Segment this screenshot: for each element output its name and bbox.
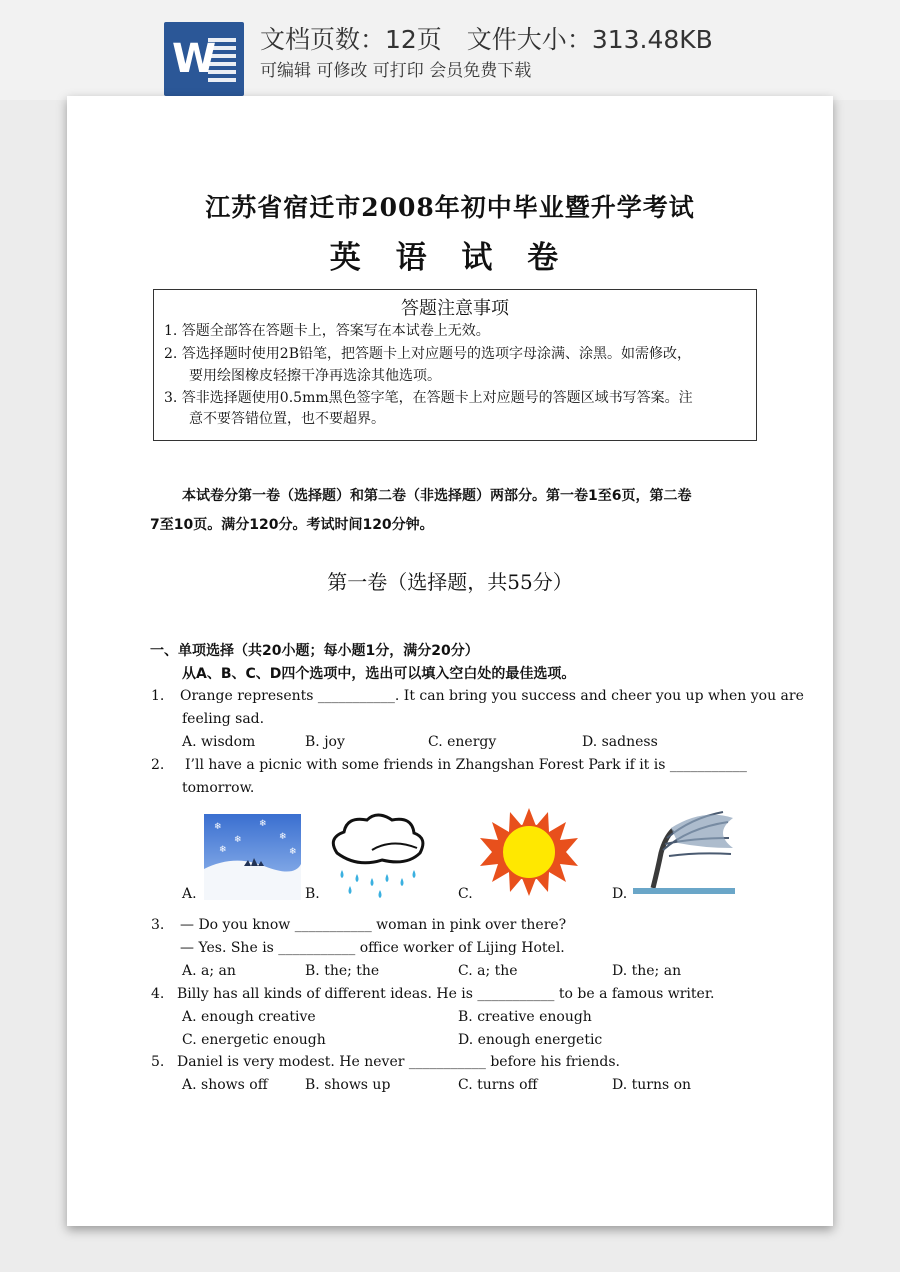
windy-tree-image bbox=[633, 808, 735, 900]
option-b: B. shows up bbox=[305, 1077, 391, 1093]
svg-text:❄: ❄ bbox=[219, 845, 227, 855]
option-a: A. enough creative bbox=[182, 1009, 316, 1025]
option-d: D. sadness bbox=[582, 734, 658, 750]
question-stem: feeling sad. bbox=[182, 711, 265, 727]
exam-title: 江苏省宿迁市2008年初中毕业暨升学考试 bbox=[205, 193, 695, 222]
download-banner bbox=[0, 0, 900, 100]
notice-item: 1. 答题全部答在答题卡上，答案写在本试卷上无效。 bbox=[164, 323, 490, 339]
option-d: D. turns on bbox=[612, 1077, 692, 1093]
sun-icon bbox=[478, 806, 580, 898]
option-c: C. energy bbox=[428, 734, 497, 750]
option-d: D. the; an bbox=[612, 963, 682, 979]
question-stem: tomorrow. bbox=[182, 780, 255, 796]
part-heading: 一、单项选择（共20小题；每小题1分，满分20分） bbox=[150, 643, 479, 659]
section-title: 第一卷（选择题，共55分） bbox=[327, 570, 573, 594]
word-icon-letter: W bbox=[172, 36, 217, 82]
question-stem: Billy has all kinds of different ideas. He is ___________ to be a famous writer. bbox=[177, 986, 715, 1002]
question-stem: — Do you know ___________ woman in pink over there? bbox=[180, 917, 567, 933]
option-b: B. joy bbox=[305, 734, 345, 750]
document-info-subtitle: 可编辑 可修改 可打印 会员免费下载 bbox=[260, 61, 532, 81]
part-instruction: 从A、B、C、D四个选项中，选出可以填入空白处的最佳选项。 bbox=[182, 666, 576, 682]
document-info-title: 文档页数：12页 文件大小：313.48KB bbox=[260, 25, 713, 54]
option-a: A. shows off bbox=[182, 1077, 268, 1093]
question-number: 3. bbox=[151, 917, 165, 933]
snow-scene-image bbox=[204, 814, 301, 900]
option-b: B. bbox=[305, 886, 320, 902]
question-number: 4. bbox=[151, 986, 165, 1002]
question-stem: Daniel is very modest. He never ___________ before his friends. bbox=[177, 1054, 620, 1070]
notice-item: 2. 答选择题时使用2B铅笔，把答题卡上对应题号的选项字母涂满、涂黑。如需修改， bbox=[164, 346, 692, 362]
question-number: 5. bbox=[151, 1054, 165, 1070]
question-stem: I’ll have a picnic with some friends in Zhangshan Forest Park if it is ___________ bbox=[185, 757, 747, 773]
notice-item: 3. 答非选择题使用0.5mm黑色签字笔，在答题卡上对应题号的答题区域书写答案。注 bbox=[164, 390, 693, 406]
svg-text:❄: ❄ bbox=[289, 847, 297, 857]
exam-subject-title: 英 语 试 卷 bbox=[329, 240, 571, 276]
option-a: A. a; an bbox=[182, 963, 236, 979]
notice-item: 意不要答错位置，也不要超界。 bbox=[189, 411, 385, 427]
notice-title: 答题注意事项 bbox=[401, 298, 509, 319]
word-document-icon bbox=[164, 22, 244, 96]
option-b: B. creative enough bbox=[458, 1009, 592, 1025]
svg-text:❄: ❄ bbox=[214, 822, 222, 832]
option-c: C. turns off bbox=[458, 1077, 538, 1093]
option-c: C. a; the bbox=[458, 963, 518, 979]
option-a: A. wisdom bbox=[182, 734, 256, 750]
question-stem: — Yes. She is ___________ office worker of Lijing Hotel. bbox=[180, 940, 565, 956]
option-d: D. enough energetic bbox=[458, 1032, 603, 1048]
question-number: 1. bbox=[151, 688, 165, 704]
option-a: A. bbox=[182, 886, 197, 902]
svg-text:❄: ❄ bbox=[259, 819, 267, 829]
question-stem: Orange represents ___________. It can bring you success and cheer you up when you are bbox=[180, 688, 804, 704]
question-number: 2. bbox=[151, 757, 165, 773]
intro-line: 本试卷分第一卷（选择题）和第二卷（非选择题）两部分。第一卷1至6页，第二卷 bbox=[182, 488, 692, 504]
option-c: C. bbox=[458, 886, 473, 902]
intro-line: 7至10页。满分120分。考试时间120分钟。 bbox=[150, 517, 434, 533]
svg-text:❄: ❄ bbox=[279, 832, 287, 842]
rain-cloud-icon bbox=[322, 808, 432, 898]
option-b: B. the; the bbox=[305, 963, 380, 979]
option-c: C. energetic enough bbox=[182, 1032, 326, 1048]
document-page bbox=[67, 96, 833, 1226]
notice-box bbox=[153, 289, 757, 441]
notice-item: 要用绘图橡皮轻擦干净再选涂其他选项。 bbox=[189, 368, 441, 384]
svg-text:❄: ❄ bbox=[234, 835, 242, 845]
option-d: D. bbox=[612, 886, 628, 902]
